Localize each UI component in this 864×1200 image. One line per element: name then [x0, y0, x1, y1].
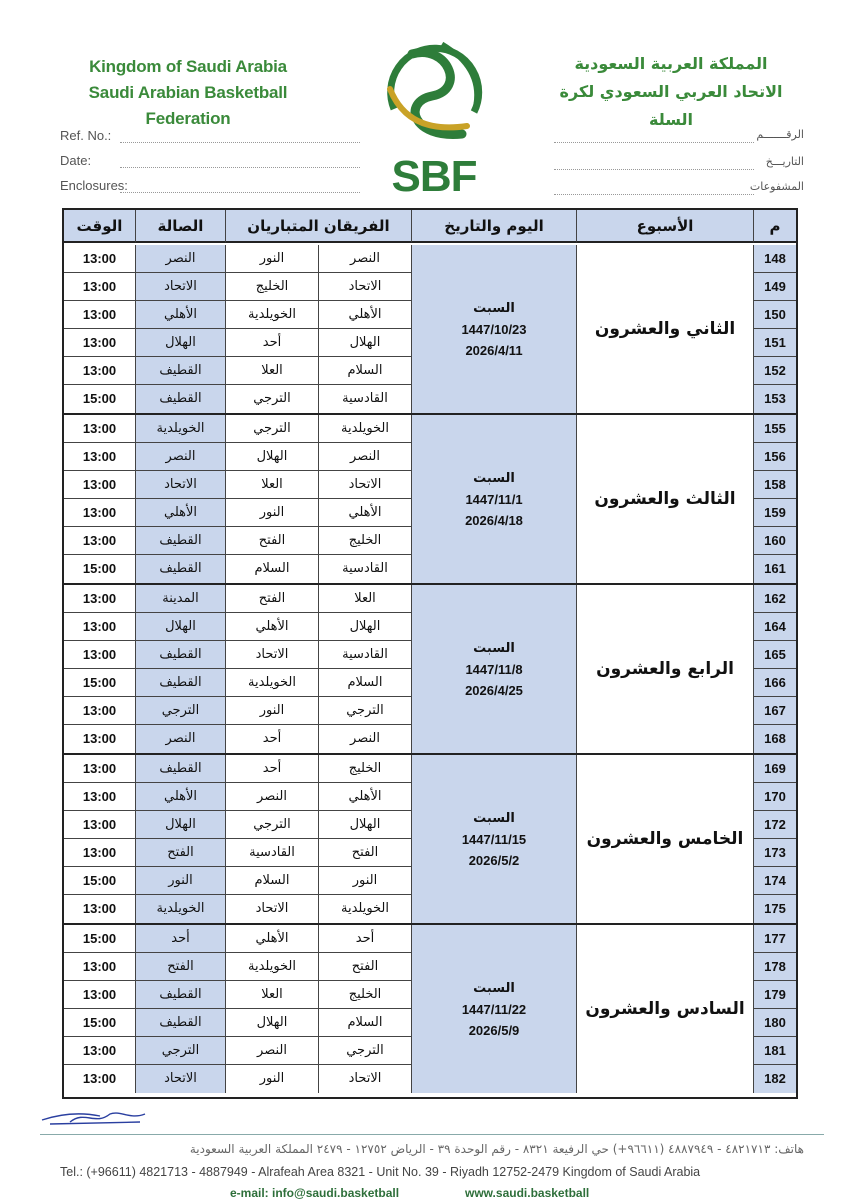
home-team: النصر: [319, 725, 412, 753]
match-number: 161: [754, 555, 796, 583]
match-number: 156: [754, 443, 796, 471]
match-number: 174: [754, 867, 796, 895]
away-team: السلام: [226, 555, 319, 583]
away-team: السلام: [226, 867, 319, 895]
home-team: السلام: [319, 669, 412, 697]
hijri-date: 1447/11/15: [461, 831, 527, 847]
match-time: 13:00: [64, 357, 136, 385]
match-hall: الخويلدية: [136, 895, 226, 923]
sbf-logo: [372, 34, 496, 199]
away-team: أحد: [226, 329, 319, 357]
match-hall: الهلال: [136, 811, 226, 839]
home-team: الخويلدية: [319, 415, 412, 443]
match-hall: القطيف: [136, 641, 226, 669]
home-team: السلام: [319, 1009, 412, 1037]
match-number: 149: [754, 273, 796, 301]
home-team: الاتحاد: [319, 1065, 412, 1093]
week-label: الثالث والعشرون: [577, 415, 754, 583]
match-time: 13:00: [64, 697, 136, 725]
match-number: 166: [754, 669, 796, 697]
footer-divider: [40, 1134, 824, 1135]
match-time: 13:00: [64, 471, 136, 499]
match-date: [412, 415, 577, 583]
home-team: الخليج: [319, 527, 412, 555]
date-label-ar: التاريـــخ: [765, 155, 804, 168]
away-team: الخويلدية: [226, 669, 319, 697]
match-hall: الخويلدية: [136, 415, 226, 443]
match-number: 158: [754, 471, 796, 499]
match-hall: الهلال: [136, 329, 226, 357]
header-num: م: [754, 210, 796, 243]
match-number: 173: [754, 839, 796, 867]
week-label: الثاني والعشرون: [577, 245, 754, 413]
away-team: العلا: [226, 357, 319, 385]
home-team: الخليج: [319, 981, 412, 1009]
away-team: الأهلي: [226, 925, 319, 953]
match-number: 159: [754, 499, 796, 527]
match-hall: الفتح: [136, 839, 226, 867]
week-block: [64, 755, 796, 925]
match-number: 169: [754, 755, 796, 783]
match-number: 151: [754, 329, 796, 357]
away-team: النصر: [226, 783, 319, 811]
footer-address-ar: هاتف: ٤٨٢١٧١٣ - ٤٨٨٧٩٤٩ (٩٦٦١١+) حي الرفيعة ٨٣٢١ - رقم الوحدة ٣٩ - الرياض ١٢٧٥٢ - ٢٤٧٩ المملكة العربية السعودية: [189, 1142, 804, 1156]
gregorian-date: 2026/4/25: [465, 682, 523, 698]
match-time: 13:00: [64, 725, 136, 753]
away-team: النور: [226, 245, 319, 273]
match-number: 167: [754, 697, 796, 725]
home-team: العلا: [319, 585, 412, 613]
match-day: السبت: [473, 300, 515, 316]
date-line: [60, 153, 360, 173]
match-hall: المدينة: [136, 585, 226, 613]
schedule-table: [62, 208, 798, 1099]
match-number: 180: [754, 1009, 796, 1037]
match-time: 15:00: [64, 867, 136, 895]
match-time: 13:00: [64, 329, 136, 357]
match-number: 175: [754, 895, 796, 923]
away-team: الترجي: [226, 811, 319, 839]
away-team: النور: [226, 1065, 319, 1093]
enclosures-label: Enclosures:: [60, 178, 132, 193]
gregorian-date: 2026/5/9: [468, 1022, 520, 1038]
home-team: الهلال: [319, 811, 412, 839]
away-team: الفتح: [226, 585, 319, 613]
home-team: الهلال: [319, 329, 412, 357]
away-team: الخويلدية: [226, 301, 319, 329]
match-time: 13:00: [64, 1065, 136, 1093]
match-number: 182: [754, 1065, 796, 1093]
match-hall: القطيف: [136, 1009, 226, 1037]
match-number: 164: [754, 613, 796, 641]
match-hall: النصر: [136, 245, 226, 273]
away-team: الترجي: [226, 415, 319, 443]
home-team: الفتح: [319, 839, 412, 867]
footer-website-link[interactable]: www.saudi.basketball: [465, 1186, 590, 1200]
match-number: 152: [754, 357, 796, 385]
home-team: الاتحاد: [319, 273, 412, 301]
ref-no-line: [60, 128, 360, 148]
match-time: 13:00: [64, 811, 136, 839]
week-block: [64, 245, 796, 415]
match-day: السبت: [473, 810, 515, 826]
enclosures-label-ar: المشفوعات: [749, 180, 804, 193]
match-time: 15:00: [64, 1009, 136, 1037]
header-time: الوقت: [64, 210, 136, 243]
away-team: الخليج: [226, 273, 319, 301]
federation-name-ar: الاتحاد العربي السعودي لكرة السلة: [559, 82, 783, 129]
home-team: الأهلي: [319, 301, 412, 329]
match-hall: الهلال: [136, 613, 226, 641]
home-team: الترجي: [319, 1037, 412, 1065]
match-time: 13:00: [64, 641, 136, 669]
week-block: [64, 925, 796, 1095]
match-day: السبت: [473, 980, 515, 996]
week-label: الرابع والعشرون: [577, 585, 754, 753]
match-time: 13:00: [64, 585, 136, 613]
home-team: الخويلدية: [319, 895, 412, 923]
ref-no-label-ar: الرقـــــــم: [756, 128, 804, 141]
ref-no-label: Ref. No.:: [60, 128, 115, 143]
federation-name-en: Saudi Arabian Basketball Federation: [88, 83, 288, 128]
away-team: الاتحاد: [226, 641, 319, 669]
match-hall: الأهلي: [136, 783, 226, 811]
match-hall: الفتح: [136, 953, 226, 981]
match-time: 15:00: [64, 555, 136, 583]
home-team: القادسية: [319, 555, 412, 583]
away-team: الهلال: [226, 1009, 319, 1037]
home-team: الخليج: [319, 755, 412, 783]
away-team: القادسية: [226, 839, 319, 867]
week-label: السادس والعشرون: [577, 925, 754, 1093]
home-team: القادسية: [319, 641, 412, 669]
match-hall: القطيف: [136, 555, 226, 583]
match-hall: الأهلي: [136, 301, 226, 329]
footer-email-link[interactable]: e-mail: info@saudi.basketball: [230, 1186, 400, 1200]
match-date: [412, 245, 577, 413]
match-date: [412, 925, 577, 1093]
match-time: 13:00: [64, 301, 136, 329]
gregorian-date: 2026/4/18: [465, 512, 523, 528]
match-time: 13:00: [64, 527, 136, 555]
match-time: 13:00: [64, 415, 136, 443]
away-team: النصر: [226, 1037, 319, 1065]
home-team: الهلال: [319, 613, 412, 641]
match-date: [412, 585, 577, 753]
hijri-date: 1447/10/23: [461, 321, 527, 337]
match-hall: الأهلي: [136, 499, 226, 527]
letterhead-english: [58, 54, 318, 132]
match-number: 155: [754, 415, 796, 443]
away-team: الفتح: [226, 527, 319, 555]
match-number: 177: [754, 925, 796, 953]
match-hall: النصر: [136, 725, 226, 753]
away-team: النور: [226, 499, 319, 527]
match-time: 13:00: [64, 895, 136, 923]
match-number: 179: [754, 981, 796, 1009]
match-hall: النصر: [136, 443, 226, 471]
match-time: 15:00: [64, 925, 136, 953]
date-label: Date:: [60, 153, 95, 168]
match-number: 150: [754, 301, 796, 329]
header-teams: الفريقان المتباريان: [226, 210, 412, 243]
hijri-date: 1447/11/1: [465, 491, 523, 507]
match-hall: القطيف: [136, 527, 226, 555]
match-hall: أحد: [136, 925, 226, 953]
match-time: 13:00: [64, 245, 136, 273]
match-hall: القطيف: [136, 669, 226, 697]
home-team: الاتحاد: [319, 471, 412, 499]
hijri-date: 1447/11/8: [465, 661, 523, 677]
match-hall: القطيف: [136, 357, 226, 385]
match-hall: القطيف: [136, 981, 226, 1009]
away-team: العلا: [226, 471, 319, 499]
match-day: السبت: [473, 470, 515, 486]
ref-no-line-ar: [554, 128, 804, 148]
footer-contacts: [60, 1186, 804, 1200]
match-time: 13:00: [64, 613, 136, 641]
home-team: الترجي: [319, 697, 412, 725]
basketball-logo-icon: [372, 34, 496, 154]
match-hall: النور: [136, 867, 226, 895]
letterhead-arabic: [536, 50, 806, 134]
away-team: الاتحاد: [226, 895, 319, 923]
week-label: الخامس والعشرون: [577, 755, 754, 923]
match-number: 181: [754, 1037, 796, 1065]
match-number: 148: [754, 245, 796, 273]
match-time: 13:00: [64, 981, 136, 1009]
match-time: 13:00: [64, 273, 136, 301]
match-number: 153: [754, 385, 796, 413]
away-team: أحد: [226, 725, 319, 753]
week-block: [64, 585, 796, 755]
match-number: 165: [754, 641, 796, 669]
match-hall: الاتحاد: [136, 1065, 226, 1093]
week-block: [64, 415, 796, 585]
match-hall: القطيف: [136, 385, 226, 413]
home-team: الأهلي: [319, 499, 412, 527]
home-team: النصر: [319, 443, 412, 471]
home-team: الفتح: [319, 953, 412, 981]
away-team: الهلال: [226, 443, 319, 471]
match-hall: الترجي: [136, 1037, 226, 1065]
away-team: الخويلدية: [226, 953, 319, 981]
gregorian-date: 2026/4/11: [465, 342, 523, 358]
footer-address-en: Tel.: (+96611) 4821713 - 4887949 - Alrafeah Area 8321 - Unit No. 39 - Riyadh 12752-2479 Kingdom of Saudi Arabia: [60, 1165, 701, 1179]
enclosures-line-ar: [554, 180, 804, 200]
match-number: 160: [754, 527, 796, 555]
away-team: العلا: [226, 981, 319, 1009]
away-team: الأهلي: [226, 613, 319, 641]
match-time: 13:00: [64, 953, 136, 981]
kingdom-name-en: Kingdom of Saudi Arabia: [89, 57, 287, 76]
match-hall: الترجي: [136, 697, 226, 725]
match-hall: القطيف: [136, 755, 226, 783]
match-time: 15:00: [64, 385, 136, 413]
home-team: الأهلي: [319, 783, 412, 811]
hijri-date: 1447/11/22: [461, 1001, 527, 1017]
logo-text: SBF: [391, 152, 477, 201]
match-number: 178: [754, 953, 796, 981]
match-number: 170: [754, 783, 796, 811]
match-time: 13:00: [64, 755, 136, 783]
match-time: 13:00: [64, 839, 136, 867]
match-day: السبت: [473, 640, 515, 656]
enclosures-line: [60, 178, 360, 198]
date-line-ar: [554, 155, 804, 175]
match-time: 13:00: [64, 443, 136, 471]
match-time: 13:00: [64, 783, 136, 811]
match-date: [412, 755, 577, 923]
match-time: 15:00: [64, 669, 136, 697]
match-number: 162: [754, 585, 796, 613]
home-team: السلام: [319, 357, 412, 385]
header-week: الأسبوع: [577, 210, 754, 243]
kingdom-name-ar: المملكة العربية السعودية: [574, 54, 768, 73]
home-team: النصر: [319, 245, 412, 273]
gregorian-date: 2026/5/2: [468, 852, 520, 868]
home-team: النور: [319, 867, 412, 895]
match-time: 13:00: [64, 499, 136, 527]
away-team: النور: [226, 697, 319, 725]
match-number: 172: [754, 811, 796, 839]
header-hall: الصالة: [136, 210, 226, 243]
match-time: 13:00: [64, 1037, 136, 1065]
away-team: أحد: [226, 755, 319, 783]
match-hall: الاتحاد: [136, 471, 226, 499]
signature-icon: [40, 1108, 150, 1128]
header-date: اليوم والتاريخ: [412, 210, 577, 243]
home-team: القادسية: [319, 385, 412, 413]
match-hall: الاتحاد: [136, 273, 226, 301]
home-team: أحد: [319, 925, 412, 953]
away-team: الترجي: [226, 385, 319, 413]
match-number: 168: [754, 725, 796, 753]
